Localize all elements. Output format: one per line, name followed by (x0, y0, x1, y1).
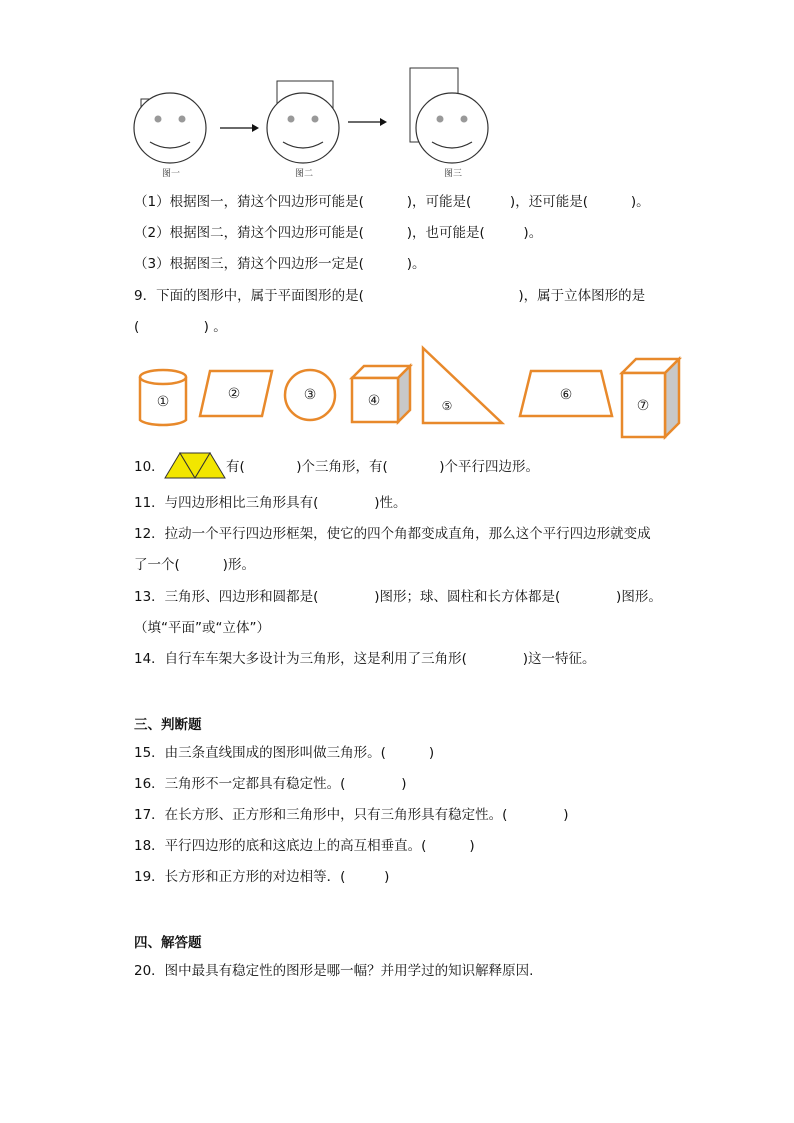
shape-label-2: ② (227, 386, 241, 402)
q18-line: 18．平行四边形的底和这底边上的高互相垂直。( ) (134, 838, 475, 854)
shape-label-3: ③ (303, 387, 317, 403)
q9-line-1: 9．下面的图形中，属于平面图形的是( )，属于立体图形的是 (134, 288, 646, 304)
q10-text: 有( )个三角形，有( )个平行四边形。 (226, 459, 540, 475)
q15-line: 15．由三条直线围成的图形叫做三角形。( ) (134, 745, 435, 761)
shape-label-6: ⑥ (559, 387, 573, 403)
q14-line: 14．自行车车架大多设计为三角形，这是利用了三角形( )这一特征。 (134, 651, 596, 667)
q16-line: 16．三角形不一定都具有稳定性。( ) (134, 776, 407, 792)
q10-number: 10． (134, 459, 165, 475)
q12-line-2: 了一个( )形。 (134, 557, 255, 573)
q19-line: 19．长方形和正方形的对边相等．( ) (134, 869, 390, 885)
q8-line-1: （1）根据图一，猜这个四边形可能是( )，可能是( )，还可能是( )。 (134, 194, 650, 210)
figure-caption-2: 图二 (295, 169, 314, 179)
shape-label-4: ④ (367, 393, 381, 409)
q13-line-2: （填“平面”或“立体”） (134, 620, 270, 636)
shape-label-1: ① (156, 394, 170, 410)
q11-line: 11．与四边形相比三角形具有( )性。 (134, 495, 407, 511)
figure-caption-1: 图一 (162, 169, 181, 179)
section-3-heading: 三、判断题 (134, 717, 202, 733)
q17-line: 17．在长方形、正方形和三角形中，只有三角形具有稳定性。( ) (134, 807, 569, 823)
q12-line-1: 12．拉动一个平行四边形框架，使它的四个角都变成直角，那么这个平行四边形就变成 (134, 526, 651, 542)
figure-caption-3: 图三 (444, 169, 463, 179)
q10-triangles-figure (0, 0, 794, 480)
shape-label-5: ⑤ (441, 399, 453, 413)
q8-line-3: （3）根据图三，猜这个四边形一定是( )。 (134, 256, 426, 272)
q9-line-2: ( ) 。 (134, 319, 227, 335)
q13-line-1: 13．三角形、四边形和圆都是( )图形；球、圆柱和长方体都是( )图形。 (134, 589, 662, 605)
section-4-heading: 四、解答题 (134, 935, 202, 951)
q20-line: 20．图中最具有稳定性的图形是哪一幅？并用学过的知识解释原因. (134, 963, 534, 979)
shape-label-7: ⑦ (636, 398, 650, 414)
q8-line-2: （2）根据图二，猜这个四边形可能是( )，也可能是( )。 (134, 225, 543, 241)
